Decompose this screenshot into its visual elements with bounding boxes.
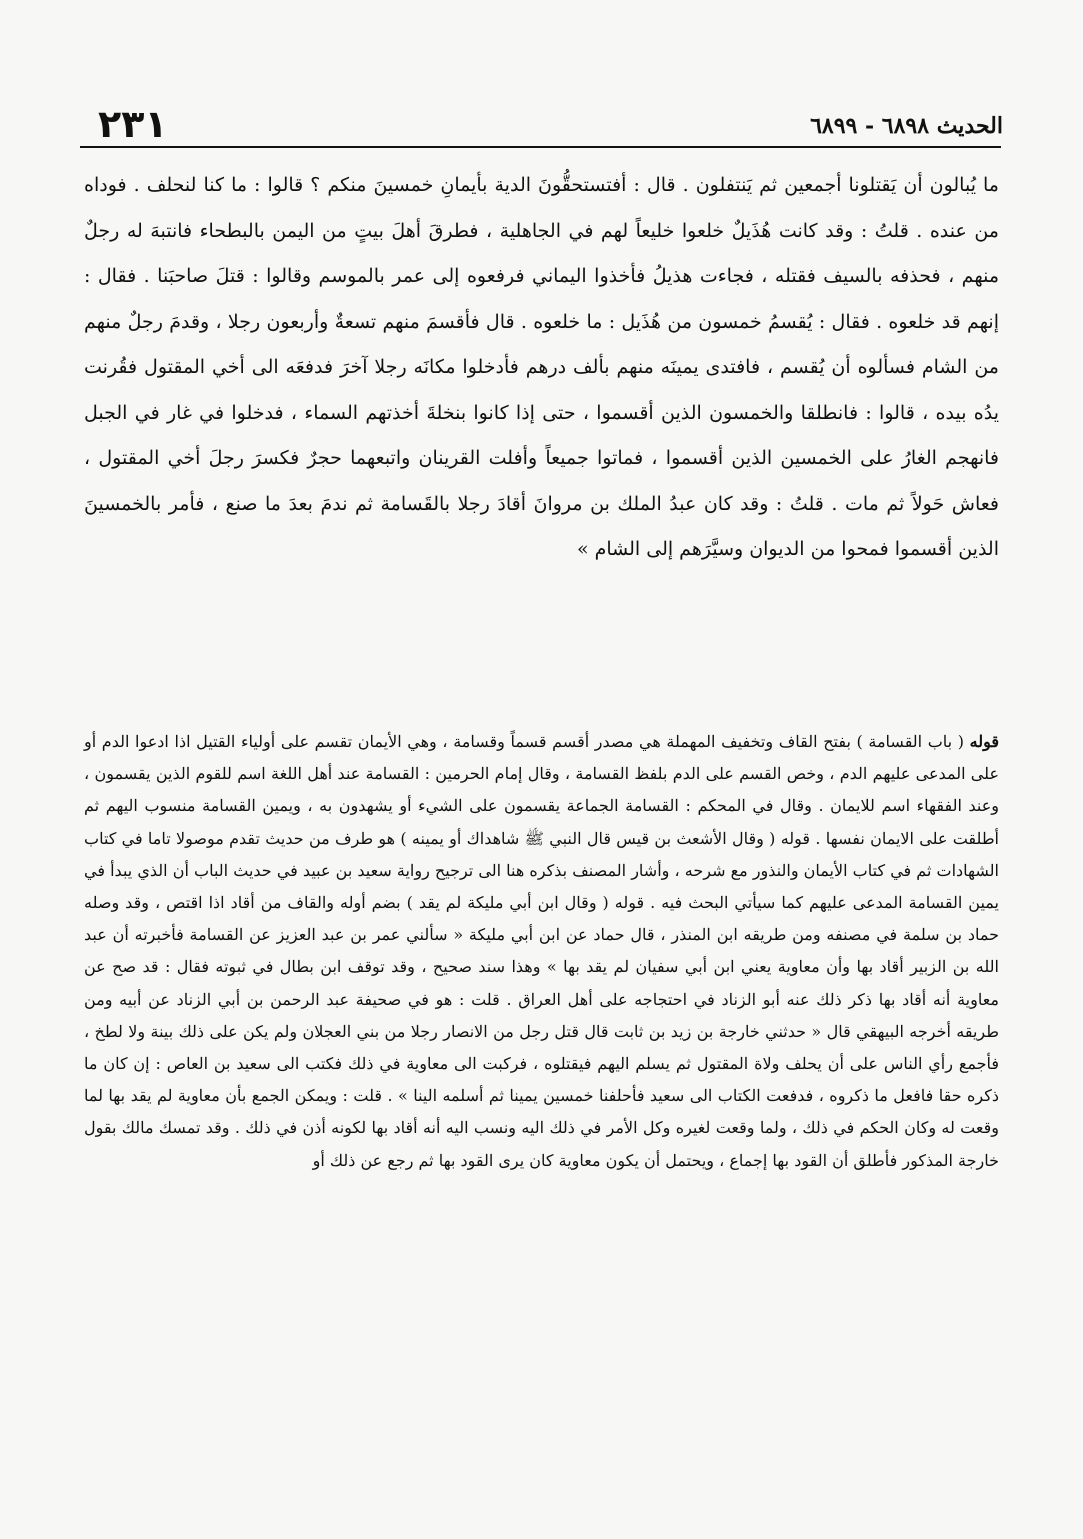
page-number: ٢٣١ (98, 102, 168, 146)
page-header (78, 100, 1003, 150)
commentary-text: ( باب القسامة ) بفتح القاف وتخفيف المهملة هي مصدر أقسم قسماً وقسامة ، وهي الأيمان تقسم على أولياء القتيل اذا ادعوا الدم أو على المدعى عليهم الدم ، وخص القسم على الدم بلفظ القسامة ، وقال إمام الحرمين : القسامة عند أهل اللغة اسم للقوم الذين يقسمون ، وعند الفقهاء اسم للايمان . وقال في المحكم : القسامة الجماعة يقسمون على الشيء أو يشهدون به ، ويمين القسامة منسوب اليهم ثم أطلقت على الايمان نفسها . قوله ( وقال الأشعث بن قيس قال النبي ﷺ شاهداك أو يمينه ) هو طرف من حديث تقدم موصولا تاما في كتاب الشهادات ثم في كتاب الأيمان والنذور مع شرحه ، وأشار المصنف بذكره هنا الى ترجيح رواية سعيد بن عبيد في حديث الباب أن الذي يبدأ في يمين القسامة المدعى عليهم كما سيأتي البحث فيه . قوله ( وقال ابن أبي مليكة لم يقد ) بضم أوله والقاف من أقاد اذا اقتص ، وقد وصله حماد بن سلمة في مصنفه ومن طريقه ابن المنذر ، قال حماد عن ابن أبي مليكة « سألني عمر بن عبد العزيز عن القسامة فأخبرته أن عبد الله بن الزبير أقاد بها وأن معاوية يعني ابن أبي سفيان لم يقد بها » وهذا سند صحيح ، وقد توقف ابن بطال في ثبوته فقال : قد صح عن معاوية أنه أقاد بها ذكر ذلك عنه أبو الزناد في احتجاجه على أهل العراق . قلت : هو في صحيفة عبد الرحمن بن أبي الزناد عن أبيه ومن طريقه أخرجه البيهقي قال « حدثني خارجة بن زيد بن ثابت قال قتل رجل من الانصار رجلا من بني العجلان ولم يكن على ذلك بينة ولا لطخ ، فأجمع رأي الناس على أن يحلف ولاة المقتول ثم يسلم اليهم فيقتلوه ، فركبت الى معاوية في ذلك فكتب الى سعيد بن العاص : إن كان ما ذكره حقا فافعل ما ذكروه ، فدفعت الكتاب الى سعيد فأحلفنا خمسين يمينا ثم أسلمه الينا » . قلت : ويمكن الجمع بأن معاوية لم يقد بها لما وقعت له وكان الحكم في ذلك ، ولما وقعت لغيره وكل الأمر في ذلك اليه ونسب اليه أنه أقاد بها لكونه أذن في ذلك . وقد تمسك مالك بقول خارجة المذكور فأطلق أن القود بها إجماع ، ويحتمل أن يكون معاوية كان يرى القود بها ثم رجع عن ذلك أو (84, 732, 1000, 1170)
running-title: الحديث ٦٨٩٨ - ٦٨٩٩ (810, 113, 1003, 139)
commentary-keyword: قوله (969, 732, 999, 751)
hadith-text: ما يُبالون أن يَقتلونا أجمعين ثم يَنتفلون . قال : أفتستحقُّونَ الدية بأيمانِ خمسينَ منكم ؟ قالوا : ما كنا لنحلف . فوداه من عنده . قلتُ : وقد كانت هُذَيلٌ خلعوا خليعاً لهم في الجاهلية ، فطرقَ أهلَ بيتٍ من اليمن بالبطحاء فانتبهَ له رجلٌ منهم ، فحذفه بالسيف فقتله ، فجاءت هذيلُ فأخذوا اليماني فرفعوه إلى عمر بالموسم وقالوا : قتلَ صاحبَنا . فقال : إنهم قد خلعوه . فقال : يُقسمُ خمسون من هُذَيل : ما خلعوه . قال فأقسمَ منهم تسعةٌ وأربعون رجلا ، وقدمَ رجلٌ منهم من الشام فسألوه أن يُقسم ، فافتدى يمينَه منهم بألف درهم فأدخلوا مكانَه رجلا آخرَ فدفعَه الى أخي المقتول فقُرنت يدُه بيده ، قالوا : فانطلقا والخمسون الذين أقسموا ، حتى إذا كانوا بنخلةَ أخذتهم السماء ، فدخلوا في غار في الجبل فانهجم الغارُ على الخمسين الذين أقسموا ، فماتوا جميعاً وأفلت القرينان واتبعهما حجرٌ فكسرَ رجلَ أخي المقتول ، فعاش حَولاً ثم مات . قلتُ : وقد كان عبدُ الملك بن مروانَ أقادَ رجلا بالقَسامة ثم ندمَ بعدَ ما صنع ، فأمر بالخمسينَ الذين أقسموا فمحوا من الديوان وسيَّرَهم إلى الشام » (84, 174, 999, 560)
commentary-paragraph (84, 726, 999, 1177)
header-divider (80, 146, 1001, 148)
